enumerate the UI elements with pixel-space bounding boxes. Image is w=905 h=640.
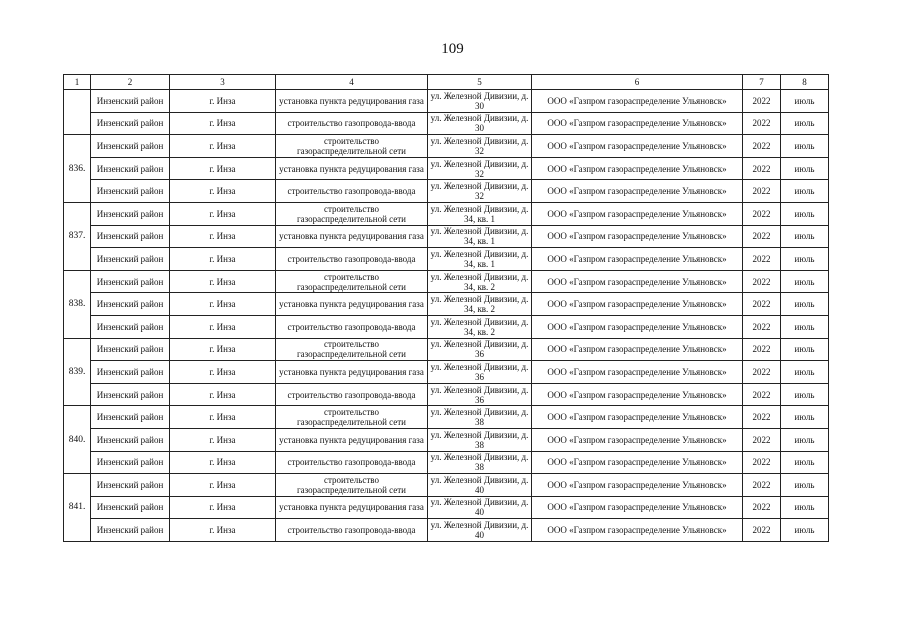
address-cell: ул. Железной Дивизии, д. 36: [428, 338, 532, 361]
work-type-cell: строительство газопровода-ввода: [276, 519, 428, 542]
year-cell: 2022: [743, 202, 781, 225]
row-number-cell: 839.: [64, 338, 91, 406]
row-number-cell: 838.: [64, 270, 91, 338]
year-cell: 2022: [743, 270, 781, 293]
row-number-cell: [64, 90, 91, 135]
year-cell: 2022: [743, 496, 781, 519]
address-cell: ул. Железной Дивизии, д. 36: [428, 361, 532, 384]
month-cell: июль: [781, 90, 829, 113]
address-cell: ул. Железной Дивизии, д. 30: [428, 112, 532, 135]
year-cell: 2022: [743, 383, 781, 406]
city-cell: г. Инза: [170, 361, 276, 384]
city-cell: г. Инза: [170, 496, 276, 519]
table-row: [64, 338, 829, 361]
address-cell: ул. Железной Дивизии, д. 30: [428, 90, 532, 113]
address-cell: ул. Железной Дивизии, д. 40: [428, 519, 532, 542]
organization-cell: ООО «Газпром газораспределение Ульяновск»: [532, 225, 743, 248]
month-cell: июль: [781, 180, 829, 203]
organization-cell: ООО «Газпром газораспределение Ульяновск»: [532, 202, 743, 225]
year-cell: 2022: [743, 157, 781, 180]
year-cell: 2022: [743, 293, 781, 316]
district-cell: Инзенский район: [91, 180, 170, 203]
district-cell: Инзенский район: [91, 157, 170, 180]
work-type-cell: установка пункта редуцирования газа: [276, 90, 428, 113]
year-cell: 2022: [743, 451, 781, 474]
work-type-cell: строительство газораспределительной сети: [276, 474, 428, 497]
district-cell: Инзенский район: [91, 519, 170, 542]
table-row: [64, 180, 829, 203]
address-cell: ул. Железной Дивизии, д. 36: [428, 383, 532, 406]
district-cell: Инзенский район: [91, 383, 170, 406]
table-row: [64, 474, 829, 497]
year-cell: 2022: [743, 248, 781, 271]
month-cell: июль: [781, 293, 829, 316]
page-number: 109: [441, 41, 464, 57]
address-cell: ул. Железной Дивизии, д. 34, кв. 2: [428, 270, 532, 293]
work-type-cell: установка пункта редуцирования газа: [276, 157, 428, 180]
work-type-cell: строительство газопровода-ввода: [276, 451, 428, 474]
address-cell: ул. Железной Дивизии, д. 34, кв. 2: [428, 315, 532, 338]
table-row: [64, 451, 829, 474]
address-cell: ул. Железной Дивизии, д. 38: [428, 406, 532, 429]
row-number-cell: 837.: [64, 202, 91, 270]
address-cell: ул. Железной Дивизии, д. 32: [428, 157, 532, 180]
city-cell: г. Инза: [170, 202, 276, 225]
year-cell: 2022: [743, 315, 781, 338]
address-cell: ул. Железной Дивизии, д. 34, кв. 2: [428, 293, 532, 316]
district-cell: Инзенский район: [91, 428, 170, 451]
city-cell: г. Инза: [170, 293, 276, 316]
table-row: [64, 112, 829, 135]
column-header: 4: [276, 75, 428, 90]
address-cell: ул. Железной Дивизии, д. 38: [428, 428, 532, 451]
column-header: 6: [532, 75, 743, 90]
month-cell: июль: [781, 135, 829, 158]
work-type-cell: установка пункта редуцирования газа: [276, 361, 428, 384]
city-cell: г. Инза: [170, 112, 276, 135]
year-cell: 2022: [743, 225, 781, 248]
table-row: [64, 225, 829, 248]
year-cell: 2022: [743, 90, 781, 113]
table-row: [64, 428, 829, 451]
work-type-cell: строительство газопровода-ввода: [276, 248, 428, 271]
address-cell: ул. Железной Дивизии, д. 32: [428, 135, 532, 158]
table-row: [64, 135, 829, 158]
column-header: 7: [743, 75, 781, 90]
work-type-cell: установка пункта редуцирования газа: [276, 225, 428, 248]
column-header: 3: [170, 75, 276, 90]
work-type-cell: строительство газораспределительной сети: [276, 338, 428, 361]
organization-cell: ООО «Газпром газораспределение Ульяновск»: [532, 157, 743, 180]
city-cell: г. Инза: [170, 90, 276, 113]
organization-cell: ООО «Газпром газораспределение Ульяновск»: [532, 112, 743, 135]
table-row: [64, 383, 829, 406]
district-cell: Инзенский район: [91, 112, 170, 135]
table-row: [64, 519, 829, 542]
organization-cell: ООО «Газпром газораспределение Ульяновск»: [532, 451, 743, 474]
column-header: 5: [428, 75, 532, 90]
city-cell: г. Инза: [170, 270, 276, 293]
organization-cell: ООО «Газпром газораспределение Ульяновск»: [532, 474, 743, 497]
table-row: [64, 202, 829, 225]
organization-cell: ООО «Газпром газораспределение Ульяновск»: [532, 270, 743, 293]
table-row: [64, 496, 829, 519]
organization-cell: ООО «Газпром газораспределение Ульяновск»: [532, 90, 743, 113]
month-cell: июль: [781, 270, 829, 293]
organization-cell: ООО «Газпром газораспределение Ульяновск»: [532, 293, 743, 316]
organization-cell: ООО «Газпром газораспределение Ульяновск»: [532, 519, 743, 542]
organization-cell: ООО «Газпром газораспределение Ульяновск»: [532, 180, 743, 203]
month-cell: июль: [781, 157, 829, 180]
work-type-cell: строительство газопровода-ввода: [276, 315, 428, 338]
organization-cell: ООО «Газпром газораспределение Ульяновск»: [532, 428, 743, 451]
work-type-cell: строительство газопровода-ввода: [276, 383, 428, 406]
city-cell: г. Инза: [170, 428, 276, 451]
address-cell: ул. Железной Дивизии, д. 32: [428, 180, 532, 203]
month-cell: июль: [781, 338, 829, 361]
organization-cell: ООО «Газпром газораспределение Ульяновск»: [532, 496, 743, 519]
organization-cell: ООО «Газпром газораспределение Ульяновск»: [532, 338, 743, 361]
month-cell: июль: [781, 225, 829, 248]
row-number-cell: 840.: [64, 406, 91, 474]
month-cell: июль: [781, 315, 829, 338]
district-cell: Инзенский район: [91, 90, 170, 113]
district-cell: Инзенский район: [91, 338, 170, 361]
district-cell: Инзенский район: [91, 451, 170, 474]
month-cell: июль: [781, 406, 829, 429]
month-cell: июль: [781, 451, 829, 474]
city-cell: г. Инза: [170, 406, 276, 429]
year-cell: 2022: [743, 135, 781, 158]
table-row: [64, 90, 829, 113]
month-cell: июль: [781, 383, 829, 406]
district-cell: Инзенский район: [91, 225, 170, 248]
organization-cell: ООО «Газпром газораспределение Ульяновск»: [532, 406, 743, 429]
organization-cell: ООО «Газпром газораспределение Ульяновск»: [532, 361, 743, 384]
year-cell: 2022: [743, 338, 781, 361]
city-cell: г. Инза: [170, 451, 276, 474]
district-cell: Инзенский район: [91, 406, 170, 429]
year-cell: 2022: [743, 112, 781, 135]
city-cell: г. Инза: [170, 519, 276, 542]
district-cell: Инзенский район: [91, 202, 170, 225]
work-type-cell: установка пункта редуцирования газа: [276, 293, 428, 316]
table-row: [64, 248, 829, 271]
city-cell: г. Инза: [170, 474, 276, 497]
organization-cell: ООО «Газпром газораспределение Ульяновск»: [532, 248, 743, 271]
work-type-cell: строительство газопровода-ввода: [276, 180, 428, 203]
year-cell: 2022: [743, 428, 781, 451]
district-cell: Инзенский район: [91, 315, 170, 338]
column-number-row: [64, 75, 829, 90]
work-type-cell: строительство газопровода-ввода: [276, 112, 428, 135]
district-cell: Инзенский район: [91, 248, 170, 271]
district-cell: Инзенский район: [91, 474, 170, 497]
month-cell: июль: [781, 361, 829, 384]
organization-cell: ООО «Газпром газораспределение Ульяновск»: [532, 135, 743, 158]
month-cell: июль: [781, 428, 829, 451]
month-cell: июль: [781, 519, 829, 542]
column-header: 8: [781, 75, 829, 90]
table-row: [64, 270, 829, 293]
address-cell: ул. Железной Дивизии, д. 40: [428, 474, 532, 497]
work-type-cell: строительство газораспределительной сети: [276, 202, 428, 225]
column-header: 2: [91, 75, 170, 90]
row-number-cell: 841.: [64, 474, 91, 542]
table-row: [64, 157, 829, 180]
district-cell: Инзенский район: [91, 293, 170, 316]
city-cell: г. Инза: [170, 383, 276, 406]
district-cell: Инзенский район: [91, 496, 170, 519]
address-cell: ул. Железной Дивизии, д. 34, кв. 1: [428, 248, 532, 271]
city-cell: г. Инза: [170, 315, 276, 338]
district-cell: Инзенский район: [91, 361, 170, 384]
month-cell: июль: [781, 496, 829, 519]
city-cell: г. Инза: [170, 157, 276, 180]
organization-cell: ООО «Газпром газораспределение Ульяновск»: [532, 383, 743, 406]
district-cell: Инзенский район: [91, 270, 170, 293]
city-cell: г. Инза: [170, 248, 276, 271]
year-cell: 2022: [743, 180, 781, 203]
gasification-table: [63, 74, 829, 542]
year-cell: 2022: [743, 519, 781, 542]
city-cell: г. Инза: [170, 338, 276, 361]
city-cell: г. Инза: [170, 225, 276, 248]
organization-cell: ООО «Газпром газораспределение Ульяновск»: [532, 315, 743, 338]
district-cell: Инзенский район: [91, 135, 170, 158]
row-number-cell: 836.: [64, 135, 91, 203]
city-cell: г. Инза: [170, 180, 276, 203]
month-cell: июль: [781, 112, 829, 135]
work-type-cell: строительство газораспределительной сети: [276, 406, 428, 429]
city-cell: г. Инза: [170, 135, 276, 158]
work-type-cell: установка пункта редуцирования газа: [276, 496, 428, 519]
table-row: [64, 293, 829, 316]
table-row: [64, 361, 829, 384]
month-cell: июль: [781, 202, 829, 225]
address-cell: ул. Железной Дивизии, д. 38: [428, 451, 532, 474]
work-type-cell: строительство газораспределительной сети: [276, 135, 428, 158]
year-cell: 2022: [743, 406, 781, 429]
table-row: [64, 406, 829, 429]
address-cell: ул. Железной Дивизии, д. 34, кв. 1: [428, 225, 532, 248]
table-body: [64, 90, 829, 542]
work-type-cell: установка пункта редуцирования газа: [276, 428, 428, 451]
month-cell: июль: [781, 248, 829, 271]
year-cell: 2022: [743, 474, 781, 497]
work-type-cell: строительство газораспределительной сети: [276, 270, 428, 293]
month-cell: июль: [781, 474, 829, 497]
table-row: [64, 315, 829, 338]
address-cell: ул. Железной Дивизии, д. 34, кв. 1: [428, 202, 532, 225]
year-cell: 2022: [743, 361, 781, 384]
address-cell: ул. Железной Дивизии, д. 40: [428, 496, 532, 519]
column-header: 1: [64, 75, 91, 90]
